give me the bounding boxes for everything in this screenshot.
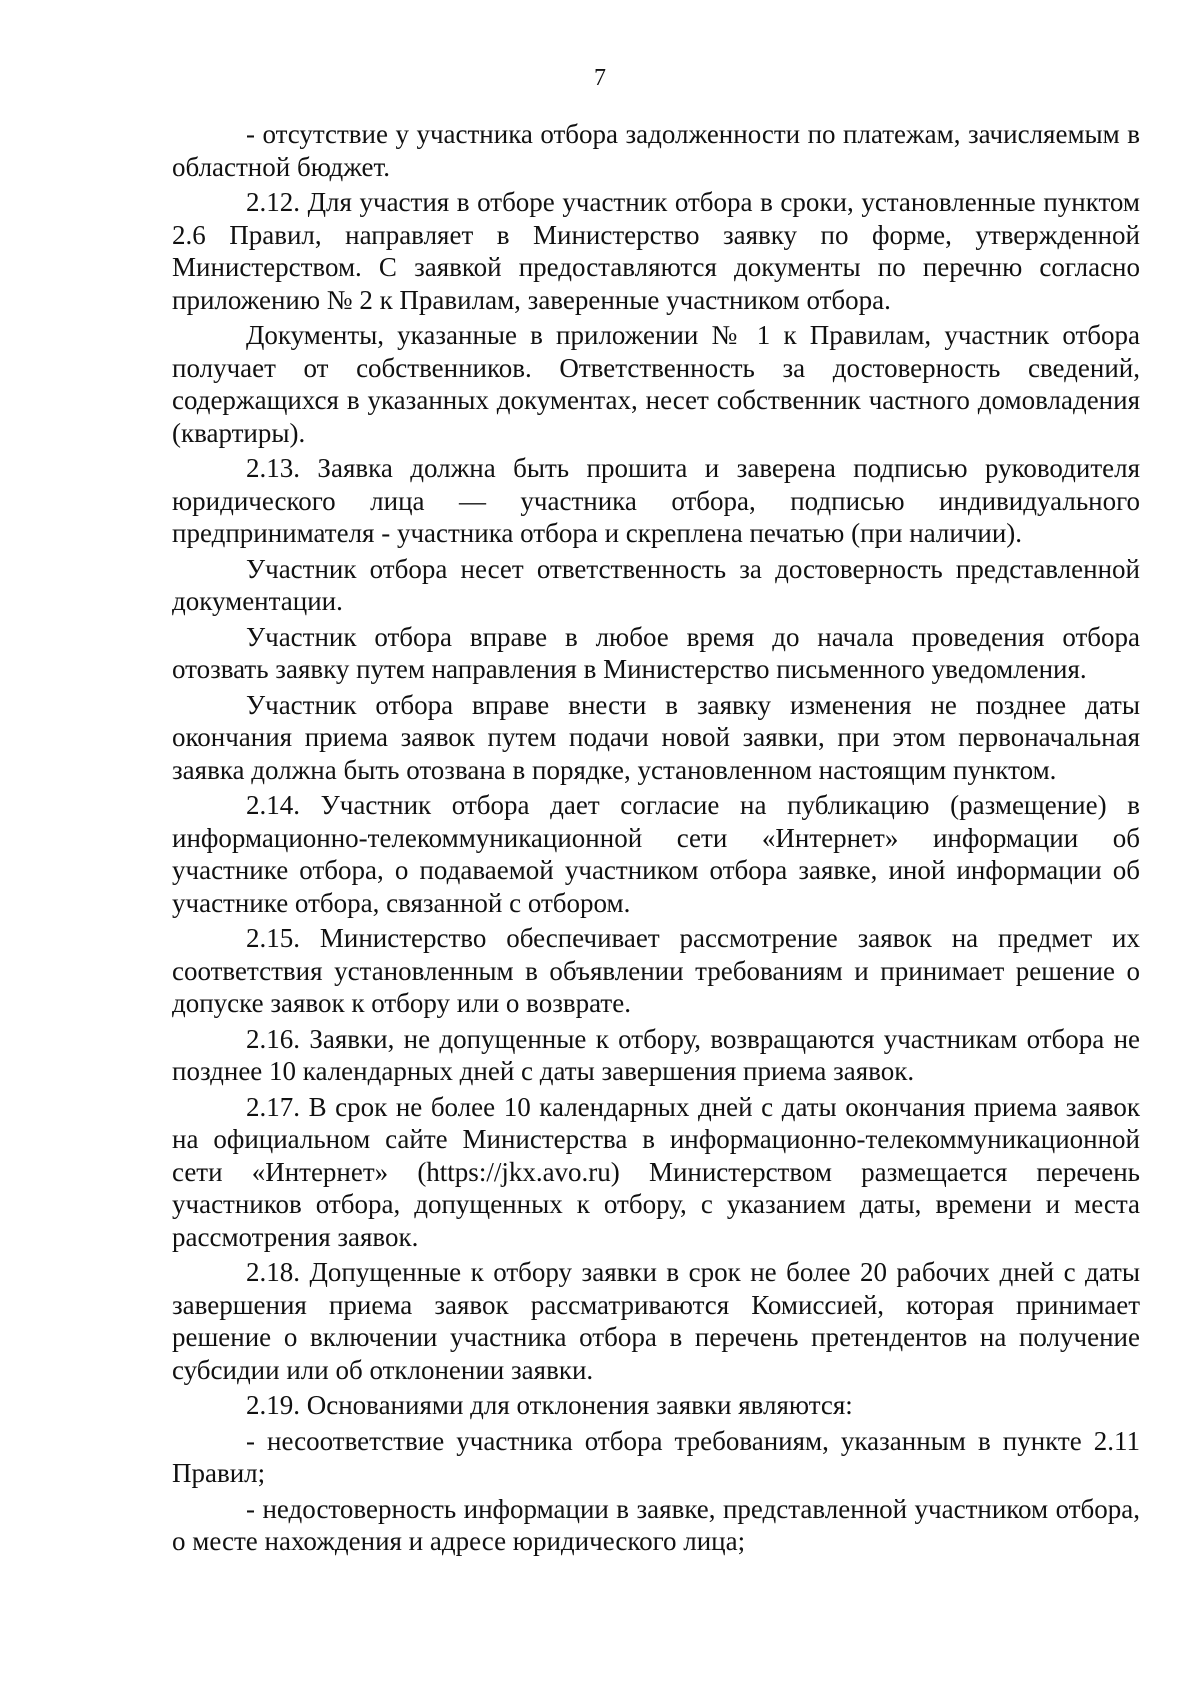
- paragraph: Участник отбора несет ответственность за достоверность представленной документации.: [172, 553, 1140, 616]
- paragraph: 2.17. В срок не более 10 календарных дней с даты окончания приема заявок на официальном сайте Министерства в информационно-телекоммуникационной сети «Интернет» (https://jkx.avo.ru) Министерством размещается перечень участников отбора, допущенных к отбору, с указанием даты, времени и места рассмотрения заявок.: [172, 1091, 1140, 1252]
- paragraph: 2.12. Для участия в отборе участник отбора в сроки, установленные пунктом 2.6 Правил, направляет в Министерство заявку по форме, утвержденной Министерством. С заявкой предоставляются документы по перечню согласно приложению № 2 к Правилам, заверенные участником отбора.: [172, 187, 1140, 315]
- paragraph: 2.19. Основаниями для отклонения заявки являются:: [246, 1390, 853, 1420]
- paragraph: 2.16. Заявки, не допущенные к отбору, возвращаются участникам отбора не позднее 10 календарных дней с даты завершения приема заявок.: [172, 1023, 1140, 1086]
- paragraph: - отсутствие у участника отбора задолженности по платежам, зачисляемым в областной бюджет.: [172, 119, 1140, 182]
- document-body: [172, 118, 1140, 1558]
- paragraph: 2.13. Заявка должна быть прошита и заверена подписью руководителя юридического лица — участника отбора, подписью индивидуального предпринимателя - участника отбора и скреплена печатью (при наличии).: [172, 453, 1140, 548]
- page-number: 7: [594, 65, 606, 91]
- paragraph: Документы, указанные в приложении № 1 к Правилам, участник отбора получает от собственников. Ответственность за достоверность сведений, содержащихся в указанных документах, несет собственник частного домовладения (квартиры).: [172, 320, 1140, 448]
- paragraph: - несоответствие участника отбора требованиям, указанным в пункте 2.11 Правил;: [172, 1425, 1140, 1488]
- paragraph: 2.18. Допущенные к отбору заявки в срок не более 20 рабочих дней с даты завершения приема заявок рассматриваются Комиссией, которая принимает решение о включении участника отбора в перечень претендентов на получение субсидии или об отклонении заявки.: [172, 1257, 1140, 1385]
- paragraph: Участник отбора вправе в любое время до начала проведения отбора отозвать заявку путем направления в Министерство письменного уведомления.: [172, 621, 1140, 684]
- paragraph: 2.15. Министерство обеспечивает рассмотрение заявок на предмет их соответствия установленным в объявлении требованиям и принимает решение о допуске заявок к отбору или о возврате.: [172, 923, 1140, 1018]
- paragraph: Участник отбора вправе внести в заявку изменения не позднее даты окончания приема заявок путем подачи новой заявки, при этом первоначальная заявка должна быть отозвана в порядке, установленном настоящим пунктом.: [172, 689, 1140, 785]
- paragraph: 2.14. Участник отбора дает согласие на публикацию (размещение) в информационно-телекоммуникационной сети «Интернет» информации об участнике отбора, о подаваемой участником отбора заявке, иной информации об участнике отбора, связанной с отбором.: [172, 790, 1140, 918]
- paragraph: - недостоверность информации в заявке, представленной участником отбора, о месте нахождения и адресе юридического лица;: [172, 1493, 1140, 1556]
